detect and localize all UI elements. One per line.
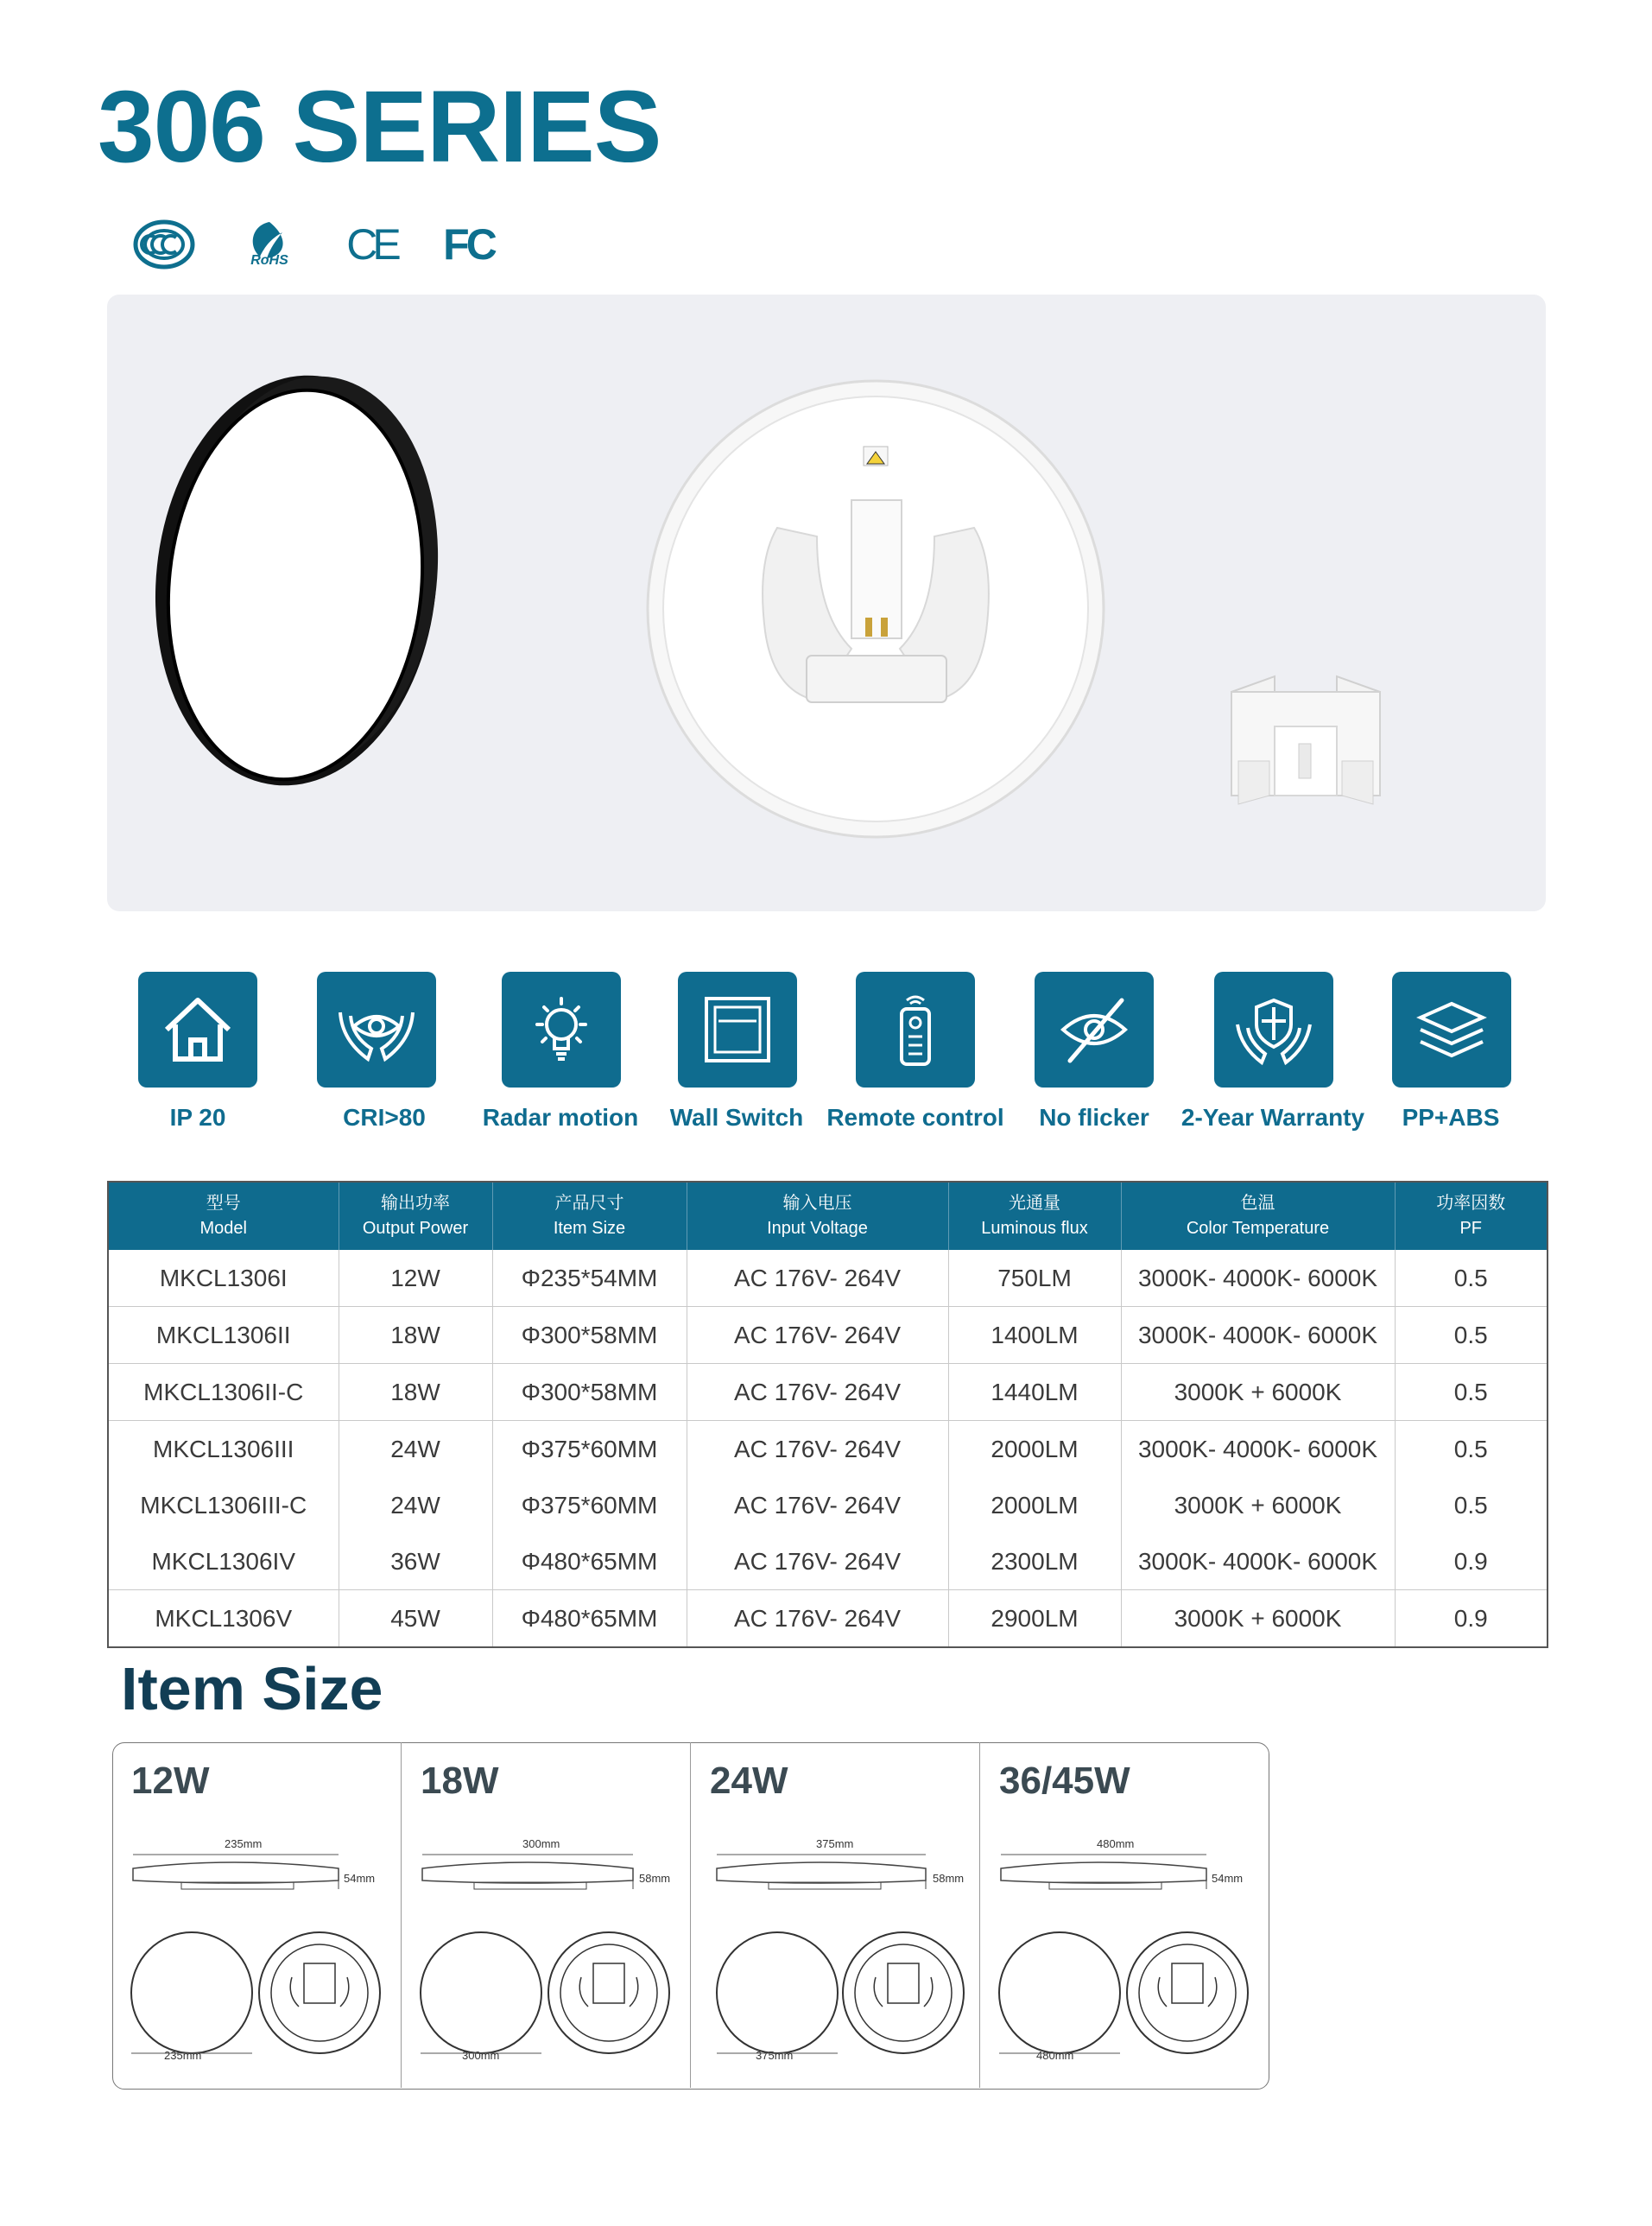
table-row: MKCL1306II-C 18W Φ300*58MM AC 176V- 264V 1440LM 3000K + 6000K 0.5 [108,1364,1548,1421]
size-column-18w [402,1742,691,2088]
header-model: 型号 Model [108,1182,339,1250]
lamp-back-image [648,381,1104,837]
size-column-12w [112,1742,402,2088]
size-label: 18W [421,1760,499,1802]
size-column-24w [691,1742,980,2088]
feature-label-remote: Remote control [826,1104,1004,1131]
feature-label-warranty: 2-Year Warranty [1180,1104,1365,1131]
ce-text: CE [346,220,396,269]
header-color-temperature: 色温 Color Temperature [1121,1182,1395,1250]
diameter-top: 375mm [816,1837,854,1850]
no-flicker-icon [1035,972,1154,1088]
page-title: 306 SERIES [98,70,661,184]
diameter-top: 480mm [1097,1837,1135,1850]
height-label: 58mm [933,1872,965,1885]
item-size-title: Item Size [121,1655,383,1722]
feature-label-radar: Radar motion [482,1104,639,1131]
feature-label-wall-switch: Wall Switch [669,1104,804,1131]
size-label: 12W [131,1760,210,1802]
table-row: MKCL1306V 45W Φ480*65MM AC 176V- 264V 2900LM 3000K + 6000K 0.9 [108,1590,1548,1648]
diameter-top: 300mm [522,1837,560,1850]
feature-label-cri: CRI>80 [343,1104,426,1131]
header-pf: 功率因数 PF [1395,1182,1548,1250]
feature-label-no-flicker: No flicker [1039,1104,1149,1131]
size-column-36-45w [980,1742,1268,2088]
wall-switch-icon [678,972,797,1088]
size-drawing [691,1742,980,2088]
size-drawing [980,1742,1268,2088]
header-luminous-flux: 光通量 Luminous flux [948,1182,1121,1250]
rohs-text: RoHS [250,253,288,268]
feature-label-ip20: IP 20 [169,1104,226,1131]
table-row: MKCL1306III 24W Φ375*60MM AC 176V- 264V 2000LM 3000K- 4000K- 6000K 0.5 [108,1421,1548,1478]
height-label: 54mm [1212,1872,1244,1885]
layers-icon [1392,972,1511,1088]
table-header-row [108,1182,1548,1250]
header-item-size: 产品尺寸 Item Size [492,1182,687,1250]
rohs-mark-icon [235,214,304,275]
table-row: MKCL1306IV 36W Φ480*65MM AC 176V- 264V 2300LM 3000K- 4000K- 6000K 0.9 [108,1533,1548,1590]
product-photo-panel [107,295,1546,911]
header-output-power: 输出功率 Output Power [339,1182,492,1250]
feature-label-material: PP+ABS [1402,1104,1500,1131]
ce-mark-icon [341,214,402,275]
header-input-voltage: 输入电压 Input Voltage [687,1182,948,1250]
diameter-bottom: 375mm [756,2049,794,2062]
diameter-bottom: 300mm [462,2049,500,2062]
diameter-bottom: 235mm [164,2049,202,2062]
eye-hands-icon [317,972,436,1088]
diameter-top: 235mm [225,1837,263,1850]
spec-table [107,1181,1548,1648]
diameter-bottom: 480mm [1036,2049,1074,2062]
fc-mark-icon [436,214,501,275]
height-label: 58mm [639,1872,671,1885]
fc-text: FC [443,220,494,269]
light-bulb-icon [502,972,621,1088]
size-drawing [402,1742,691,2088]
size-drawing [112,1742,402,2088]
house-icon [138,972,257,1088]
table-row: MKCL1306III-C 24W Φ375*60MM AC 176V- 264V 2000LM 3000K + 6000K 0.5 [108,1477,1548,1533]
table-row: MKCL1306I 12W Φ235*54MM AC 176V- 264V 750LM 3000K- 4000K- 6000K 0.5 [108,1250,1548,1307]
mounting-bracket-image [1231,676,1380,804]
table-row: MKCL1306II 18W Φ300*58MM AC 176V- 264V 1400LM 3000K- 4000K- 6000K 0.5 [108,1307,1548,1364]
lamp-front-image [136,361,457,799]
height-label: 54mm [344,1872,376,1885]
remote-control-icon [856,972,975,1088]
size-label: 36/45W [999,1760,1130,1802]
ccc-mark-icon [130,214,199,275]
size-label: 24W [710,1760,788,1802]
shield-hands-icon [1214,972,1333,1088]
